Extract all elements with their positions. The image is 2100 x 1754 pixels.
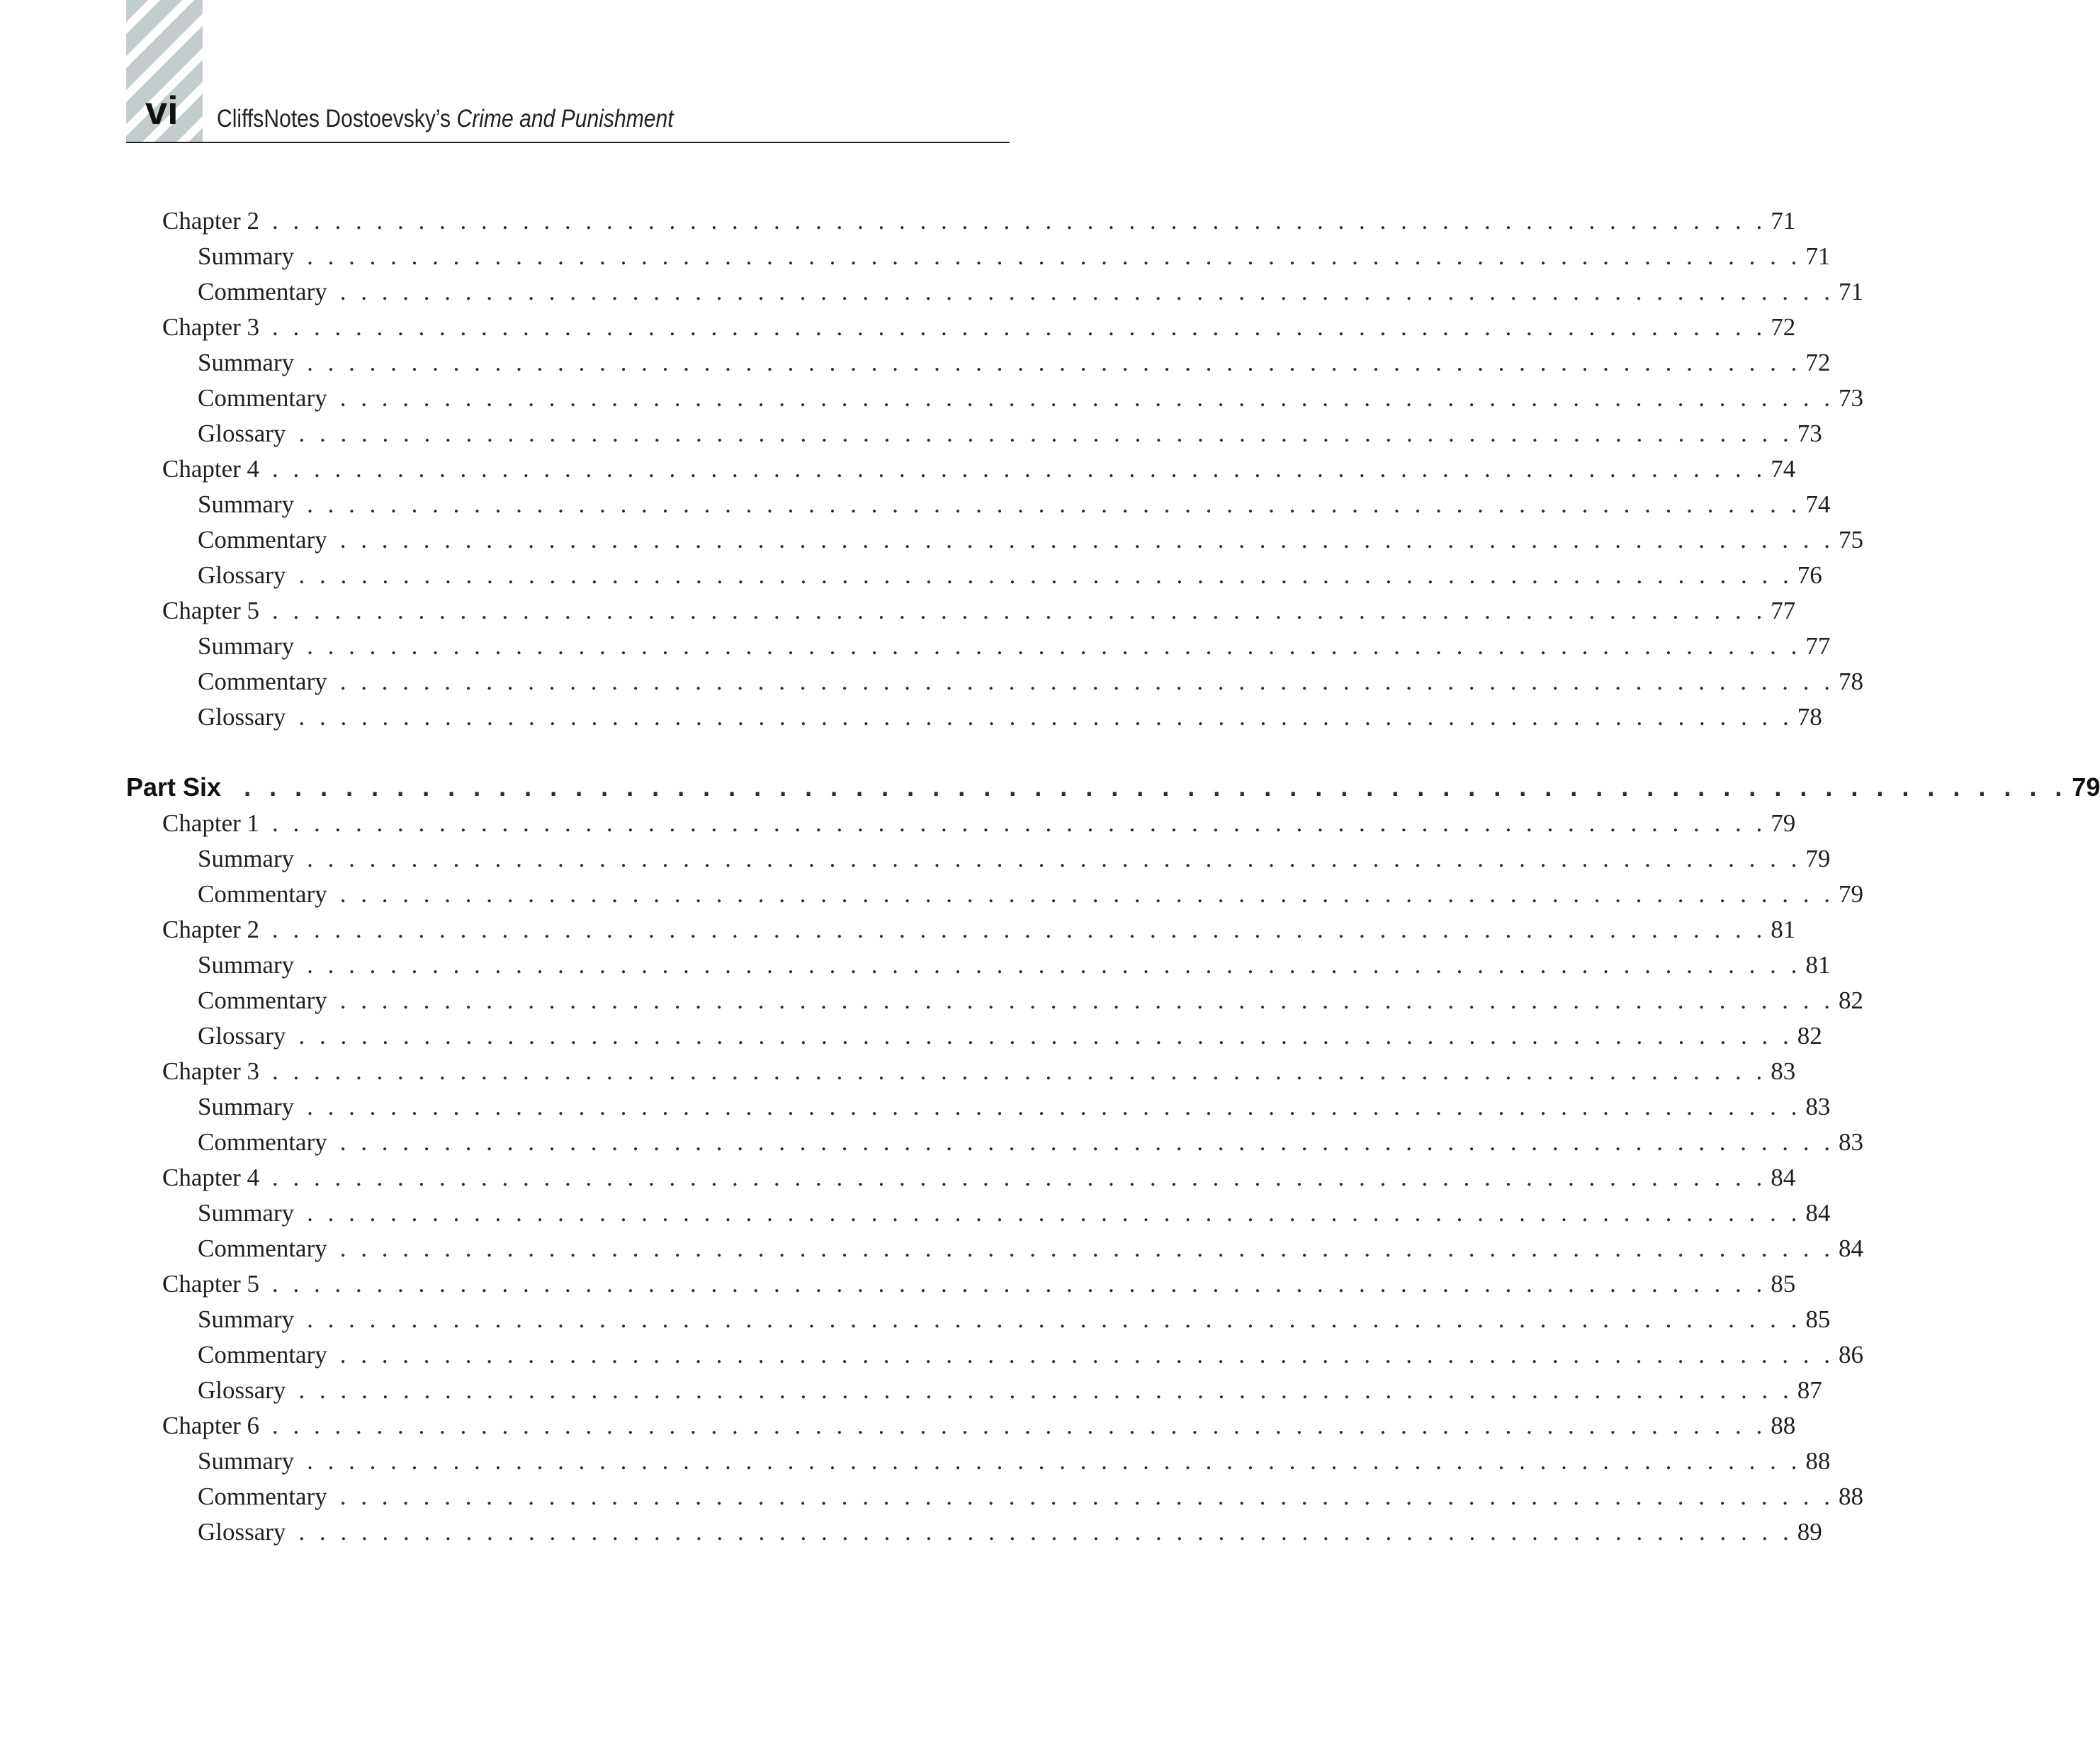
toc-leader: . . . . . . . . . . . . . . . . . . . . . . . . . . . . . . . . . . . . . . . . . . . . . . . . . . . . . . . . . . . . . . . . . . . . . . . . [307, 490, 1802, 518]
toc-leader: . . . . . . . . . . . . . . . . . . . . . . . . . . . . . . . . . . . . . . . . . . . . . . . . . . . . . . . . . . . . . . . . . . . . . . . . [307, 1305, 1802, 1333]
toc-entry-chapter[interactable] [162, 1412, 1796, 1447]
toc-entry-section[interactable] [198, 278, 1863, 313]
toc-entry-section[interactable] [198, 951, 1831, 986]
toc-leader: . . . . . . . . . . . . . . . . . . . . . . . . . . . . . . . . . . . . . . . . . . . . . . . . . . . . . . . . . . . . . . . . . . . . . . . . [298, 420, 1793, 447]
toc-entry-label: Summary [198, 845, 295, 872]
toc-entry-label: Chapter 5 [162, 1270, 260, 1298]
toc-part-label: Part Six [126, 772, 222, 802]
toc-leader: . . . . . . . . . . . . . . . . . . . . . . . . . . . . . . . . . . . . . . . . . . . . . . . . . . . . . . . . . . . . . . . . . . . . . . . . [339, 526, 1834, 553]
toc-entry-page: 84 [1805, 1199, 1831, 1227]
toc-entry-page: 71 [1839, 278, 1863, 305]
running-header-book-title: Crime and Punishment [456, 105, 674, 133]
toc-entry-page: 78 [1839, 668, 1863, 695]
toc-entry-label: Glossary [198, 420, 286, 447]
toc-entry-label: Glossary [198, 703, 286, 731]
toc-entry-page: 72 [1805, 349, 1831, 376]
toc-entry-label: Glossary [198, 1376, 286, 1404]
toc-leader: . . . . . . . . . . . . . . . . . . . . . . . . . . . . . . . . . . . . . . . . . . . . . . . . . . . . . . . . . . . . . . . . . . . . . . . . [339, 1128, 1834, 1156]
toc-entry-label: Commentary [198, 880, 327, 908]
toc-entry-page: 71 [1805, 242, 1831, 270]
toc-entry-label: Summary [198, 349, 295, 376]
toc-entry-label: Summary [198, 1093, 295, 1120]
toc-leader: . . . . . . . . . . . . . . . . . . . . . . . . . . . . . . . . . . . . . . . . . . . . . . . . . . . . . . . . . . . . . . . . . . . . . . . . [307, 632, 1802, 660]
toc-entry-section[interactable] [198, 668, 1863, 703]
toc-entry-label: Summary [198, 632, 295, 660]
toc-entry-chapter[interactable] [162, 207, 1796, 242]
header-rule [126, 142, 1010, 143]
toc-entry-page: 81 [1771, 916, 1796, 943]
toc-entry-label: Summary [198, 1447, 295, 1475]
toc-leader: . . . . . . . . . . . . . . . . . . . . . . . . . . . . . . . . . . . . . . . . . . . . . . . . . . . . . . . . . . . . . . . . . . . . . . . . [272, 313, 1767, 341]
toc-leader: . . . . . . . . . . . . . . . . . . . . . . . . . . . . . . . . . . . . . . . . . . . . . . . . . . . . . . . . . . . . . . . . . . . . . . . . [298, 1518, 1793, 1546]
toc-entry-label: Commentary [198, 1128, 327, 1156]
toc-entry-page: 76 [1797, 561, 1822, 589]
toc-leader: . . . . . . . . . . . . . . . . . . . . . . . . . . . . . . . . . . . . . . . . . . . . . . . . . . . . . . . . . . . . . . . . . . . . . . . . [272, 1270, 1767, 1298]
toc-leader: . . . . . . . . . . . . . . . . . . . . . . . . . . . . . . . . . . . . . . . . . . . . . . . . . . . . . . . . . . . . . . . . . . . . . . . . [298, 1022, 1793, 1050]
toc-entry-label: Glossary [198, 561, 286, 589]
toc-leader: . . . . . . . . . . . . . . . . . . . . . . . . . . . . . . . . . . . . . . . . . . . . . . . . . . . . . . . . . . . . . . . . . . . . . . . . [339, 278, 1834, 305]
toc-leader: . . . . . . . . . . . . . . . . . . . . . . . . . . . . . . . . . . . . . . . . . . . . . . . . . . . . . . . . . . . . . . . . . . . . . . . . [272, 597, 1767, 624]
toc-entry-page: 84 [1839, 1235, 1863, 1262]
toc-entry-label: Summary [198, 490, 295, 518]
toc-entry-label: Commentary [198, 668, 327, 695]
toc-entry-label: Chapter 3 [162, 1057, 260, 1085]
toc-entry-label: Chapter 2 [162, 207, 260, 235]
toc-leader: . . . . . . . . . . . . . . . . . . . . . . . . . . . . . . . . . . . . . . . . . . . . . . . . . . . . . . . . . . . . . . . . . . . . . . . . [339, 384, 1834, 412]
toc-leader: . . . . . . . . . . . . . . . . . . . . . . . . . . . . . . . . . . . . . . . . . . . . . . . . . . . . . . . . . . . . . . . . . . . . . . . . [298, 1376, 1793, 1404]
toc-entry-page: 88 [1805, 1447, 1831, 1475]
page-number: vi [145, 88, 179, 133]
toc-entry-label: Commentary [198, 1341, 327, 1368]
toc-entry-page: 83 [1839, 1128, 1863, 1156]
toc-entry-page: 79 [1771, 809, 1796, 837]
toc-entry-page: 75 [1839, 526, 1863, 553]
toc-entry-section[interactable] [198, 1518, 1822, 1553]
toc-entry-page: 87 [1797, 1376, 1822, 1404]
toc-entry-section[interactable] [198, 1483, 1863, 1518]
toc-entry-section[interactable] [198, 880, 1863, 916]
toc-entry-chapter[interactable] [162, 313, 1796, 349]
toc-leader: . . . . . . . . . . . . . . . . . . . . . . . . . . . . . . . . . . . . . . . . . . . . . . . . . . . . . . . . . . . . . . . . . . . . . . . . [272, 455, 1767, 483]
toc-entry-page: 88 [1839, 1483, 1863, 1510]
toc-entry-page: 85 [1771, 1270, 1796, 1298]
toc-entry-label: Commentary [198, 278, 327, 305]
toc-entry-section[interactable] [198, 1022, 1822, 1057]
toc-entry-page: 77 [1805, 632, 1831, 660]
toc-leader: . . . . . . . . . . . . . . . . . . . . . . . . . . . . . . . . . . . . . . . . . . . . . . . . . . . . . . . . . . . . . . . . . . . . . . . . [339, 1341, 1834, 1368]
toc-entry-page: 85 [1805, 1305, 1831, 1333]
toc-entry-section[interactable] [198, 490, 1831, 526]
toc-entry-page: 72 [1771, 313, 1796, 341]
toc-entry-section[interactable] [198, 986, 1863, 1022]
toc-entry-chapter[interactable] [162, 1164, 1796, 1199]
toc-leader: . . . . . . . . . . . . . . . . . . . . . . . . . . . . . . . . . . . . . . . . . . . . . . . . . . . . . . . . . . . . . . . . . . . . . . . . [307, 845, 1802, 872]
toc-leader: . . . . . . . . . . . . . . . . . . . . . . . . . . . . . . . . . . . . . . . . . . . . . . . . . . . . . . . . . . . . . . . . . . . . . . . . [298, 561, 1793, 589]
toc-entry-label: Commentary [198, 384, 327, 412]
toc-entry-page: 74 [1771, 455, 1796, 483]
toc-entry-section[interactable] [198, 349, 1831, 384]
toc-entry-page: 84 [1771, 1164, 1796, 1191]
toc-entry-page: 78 [1797, 703, 1822, 731]
toc-entry-page: 82 [1839, 986, 1863, 1014]
toc-entry-label: Summary [198, 242, 295, 270]
toc-entry-page: 81 [1805, 951, 1831, 979]
toc-entry-page: 86 [1839, 1341, 1863, 1368]
toc-entry-chapter[interactable] [162, 916, 1796, 951]
toc-entry-label: Summary [198, 1305, 295, 1333]
toc-entry-page: 73 [1839, 384, 1863, 412]
toc-entry-section[interactable] [198, 526, 1863, 561]
toc-leader: . . . . . . . . . . . . . . . . . . . . . . . . . . . . . . . . . . . . . . . . . . . . . . . . . . . . . . . . . . . . . . . . . . . . . . . . [339, 668, 1834, 695]
toc-entry-page: 79 [1839, 880, 1863, 908]
toc-entry-section[interactable] [198, 703, 1822, 738]
toc-entry-page: 88 [1771, 1412, 1796, 1439]
toc-entry-chapter[interactable] [162, 809, 1796, 845]
toc-leader: . . . . . . . . . . . . . . . . . . . . . . . . . . . . . . . . . . . . . . . . . . . . . . . . . . . . . . . . . . . . . . . . . . . . . . . . [272, 1057, 1767, 1085]
toc-entry-section[interactable] [198, 1199, 1831, 1235]
toc-entry-label: Glossary [198, 1518, 286, 1546]
toc-entry-page: 89 [1797, 1518, 1822, 1546]
toc-entry-section[interactable] [198, 1235, 1863, 1270]
toc-leader: . . . . . . . . . . . . . . . . . . . . . . . . . . . . . . . . . . . . . . . . . . . . . . . . . . . . . . . . . . . . . . . . . . . . . . . . [339, 880, 1834, 908]
toc-entry-label: Chapter 1 [162, 809, 260, 837]
toc-entry-section[interactable] [198, 1305, 1831, 1341]
toc-entry-section[interactable] [198, 1447, 1831, 1483]
toc-entry-label: Chapter 6 [162, 1412, 260, 1439]
toc-leader: . . . . . . . . . . . . . . . . . . . . . . . . . . . . . . . . . . . . . . . . . . . . . . . . . . . . . . . . . . . . . . . . . . . . . . . . [307, 349, 1802, 376]
toc-entry-page: 83 [1771, 1057, 1796, 1085]
toc-leader: . . . . . . . . . . . . . . . . . . . . . . . . . . . . . . . . . . . . . . . . . . . . . . . . . . . . . . . . . . . . . . . . . . . . . . . . [272, 207, 1767, 235]
toc-entry-label: Chapter 4 [162, 455, 260, 483]
toc-entry-label: Summary [198, 951, 295, 979]
toc-entry-section[interactable] [198, 845, 1831, 880]
toc-leader: . . . . . . . . . . . . . . . . . . . . . . . . . . . . . . . . . . . . . . . . . . . . . . . . . . . . . . . . . . . . . . . . . . . . . . . . [339, 986, 1834, 1014]
toc-part-page: 79 [2072, 772, 2100, 802]
toc-leader: . . . . . . . . . . . . . . . . . . . . . . . . . . . . . . . . . . . . . . . . . . . . . . . . . . . . . . . . . . . . . . . . . . . . . . . . [272, 1164, 1767, 1191]
toc-entry-page: 77 [1771, 597, 1796, 624]
toc-entry-page: 83 [1805, 1093, 1831, 1120]
toc-entry-label: Glossary [198, 1022, 286, 1050]
toc-leader: . . . . . . . . . . . . . . . . . . . . . . . . . . . . . . . . . . . . . . . . . . . . . . . . . . . . . . . . . . . . . . . . . . . . . . . . [307, 1447, 1802, 1475]
toc-entry-label: Chapter 4 [162, 1164, 260, 1191]
toc-entry-label: Commentary [198, 1483, 327, 1510]
toc-entry-section[interactable] [198, 420, 1822, 455]
toc-leader: . . . . . . . . . . . . . . . . . . . . . . . . . . . . . . . . . . . . . . . . . . . . . . . . . . . . . . . . . . . . . . . . . . . . . . . . [339, 1483, 1834, 1510]
toc-leader: . . . . . . . . . . . . . . . . . . . . . . . . . . . . . . . . . . . . . . . . . . . . . . . . . . . . . . . . . . . . . . . . . . . . . . . . [298, 703, 1793, 731]
toc-entry-page: 71 [1771, 207, 1796, 235]
toc-entry-page: 79 [1805, 845, 1831, 872]
toc-leader: . . . . . . . . . . . . . . . . . . . . . . . . . . . . . . . . . . . . . . . . . . . . . . . . . . . . . . . . . . . . . . . . . . . . . . . . [272, 916, 1767, 943]
running-header-text: CliffsNotes Dostoevsky’s [217, 105, 457, 133]
toc-entry-section[interactable] [198, 1376, 1822, 1412]
toc-entry-part[interactable] [126, 772, 2100, 808]
toc-entry-label: Chapter 2 [162, 916, 260, 943]
toc-entry-page: 73 [1797, 420, 1822, 447]
running-header-title [217, 106, 674, 131]
toc-entry-section[interactable] [198, 632, 1831, 668]
toc-entry-chapter[interactable] [162, 1057, 1796, 1093]
toc-entry-chapter[interactable] [162, 1270, 1796, 1305]
toc-entry-chapter[interactable] [162, 455, 1796, 490]
toc-entry-label: Commentary [198, 526, 327, 553]
toc-entry-chapter[interactable] [162, 597, 1796, 632]
toc-entry-label: Commentary [198, 986, 327, 1014]
toc-entry-label: Commentary [198, 1235, 327, 1262]
toc-entry-section[interactable] [198, 242, 1831, 278]
toc-entry-section[interactable] [198, 1128, 1863, 1164]
toc-leader: . . . . . . . . . . . . . . . . . . . . . . . . . . . . . . . . . . . . . . . . . . . . . . . . . . . . . . . . . . . . . . . . . . . . . . . . [272, 1412, 1767, 1439]
toc-leader: . . . . . . . . . . . . . . . . . . . . . . . . . . . . . . . . . . . . . . . . . . . . . . . . . . . . . . . . . . . . . . . . . . . . . . . . [307, 1199, 1802, 1227]
toc-leader: . . . . . . . . . . . . . . . . . . . . . . . . . . . . . . . . . . . . . . . . . . . . . . . . . . . . . . . . . . . . . . . . . . . . . . . . [307, 242, 1802, 270]
toc-entry-label: Chapter 5 [162, 597, 260, 624]
toc-leader: . . . . . . . . . . . . . . . . . . . . . . . . . . . . . . . . . . . . . . . . . . . . . . . . . . . . . . . . . . . . . . . . . . . . . . . . [307, 1093, 1802, 1120]
toc-entry-section[interactable] [198, 384, 1863, 420]
toc-leader: . . . . . . . . . . . . . . . . . . . . . . . . . . . . . . . . . . . . . . . . . . . . . . . . . . . . . . . . . . . . . . . . . . . . . . . . [307, 951, 1802, 979]
toc-entry-page: 82 [1797, 1022, 1822, 1050]
toc-entry-label: Chapter 3 [162, 313, 260, 341]
toc-leader: . . . . . . . . . . . . . . . . . . . . . . . . . . . . . . . . . . . . . . . . . . . . . . . . . . . . . . . . . . . . . . . . . . . . . . . . [272, 809, 1767, 837]
toc-entry-section[interactable] [198, 1093, 1831, 1128]
toc-leader: . . . . . . . . . . . . . . . . . . . . . . . . . . . . . . . . . . . . . . . . . . . . . . . . . . . . . . . . . . . . . . . . . . . . . . . . [339, 1235, 1834, 1262]
toc-entry-label: Summary [198, 1199, 295, 1227]
toc-entry-page: 74 [1805, 490, 1831, 518]
toc-leader: . . . . . . . . . . . . . . . . . . . . . . . . . . . . . . . . . . . . . . . . . . . . . . . . . . . . . . . . . . . . . . . . . . . . . . . . [244, 772, 2068, 802]
toc-entry-section[interactable] [198, 561, 1822, 597]
toc-entry-section[interactable] [198, 1341, 1863, 1376]
